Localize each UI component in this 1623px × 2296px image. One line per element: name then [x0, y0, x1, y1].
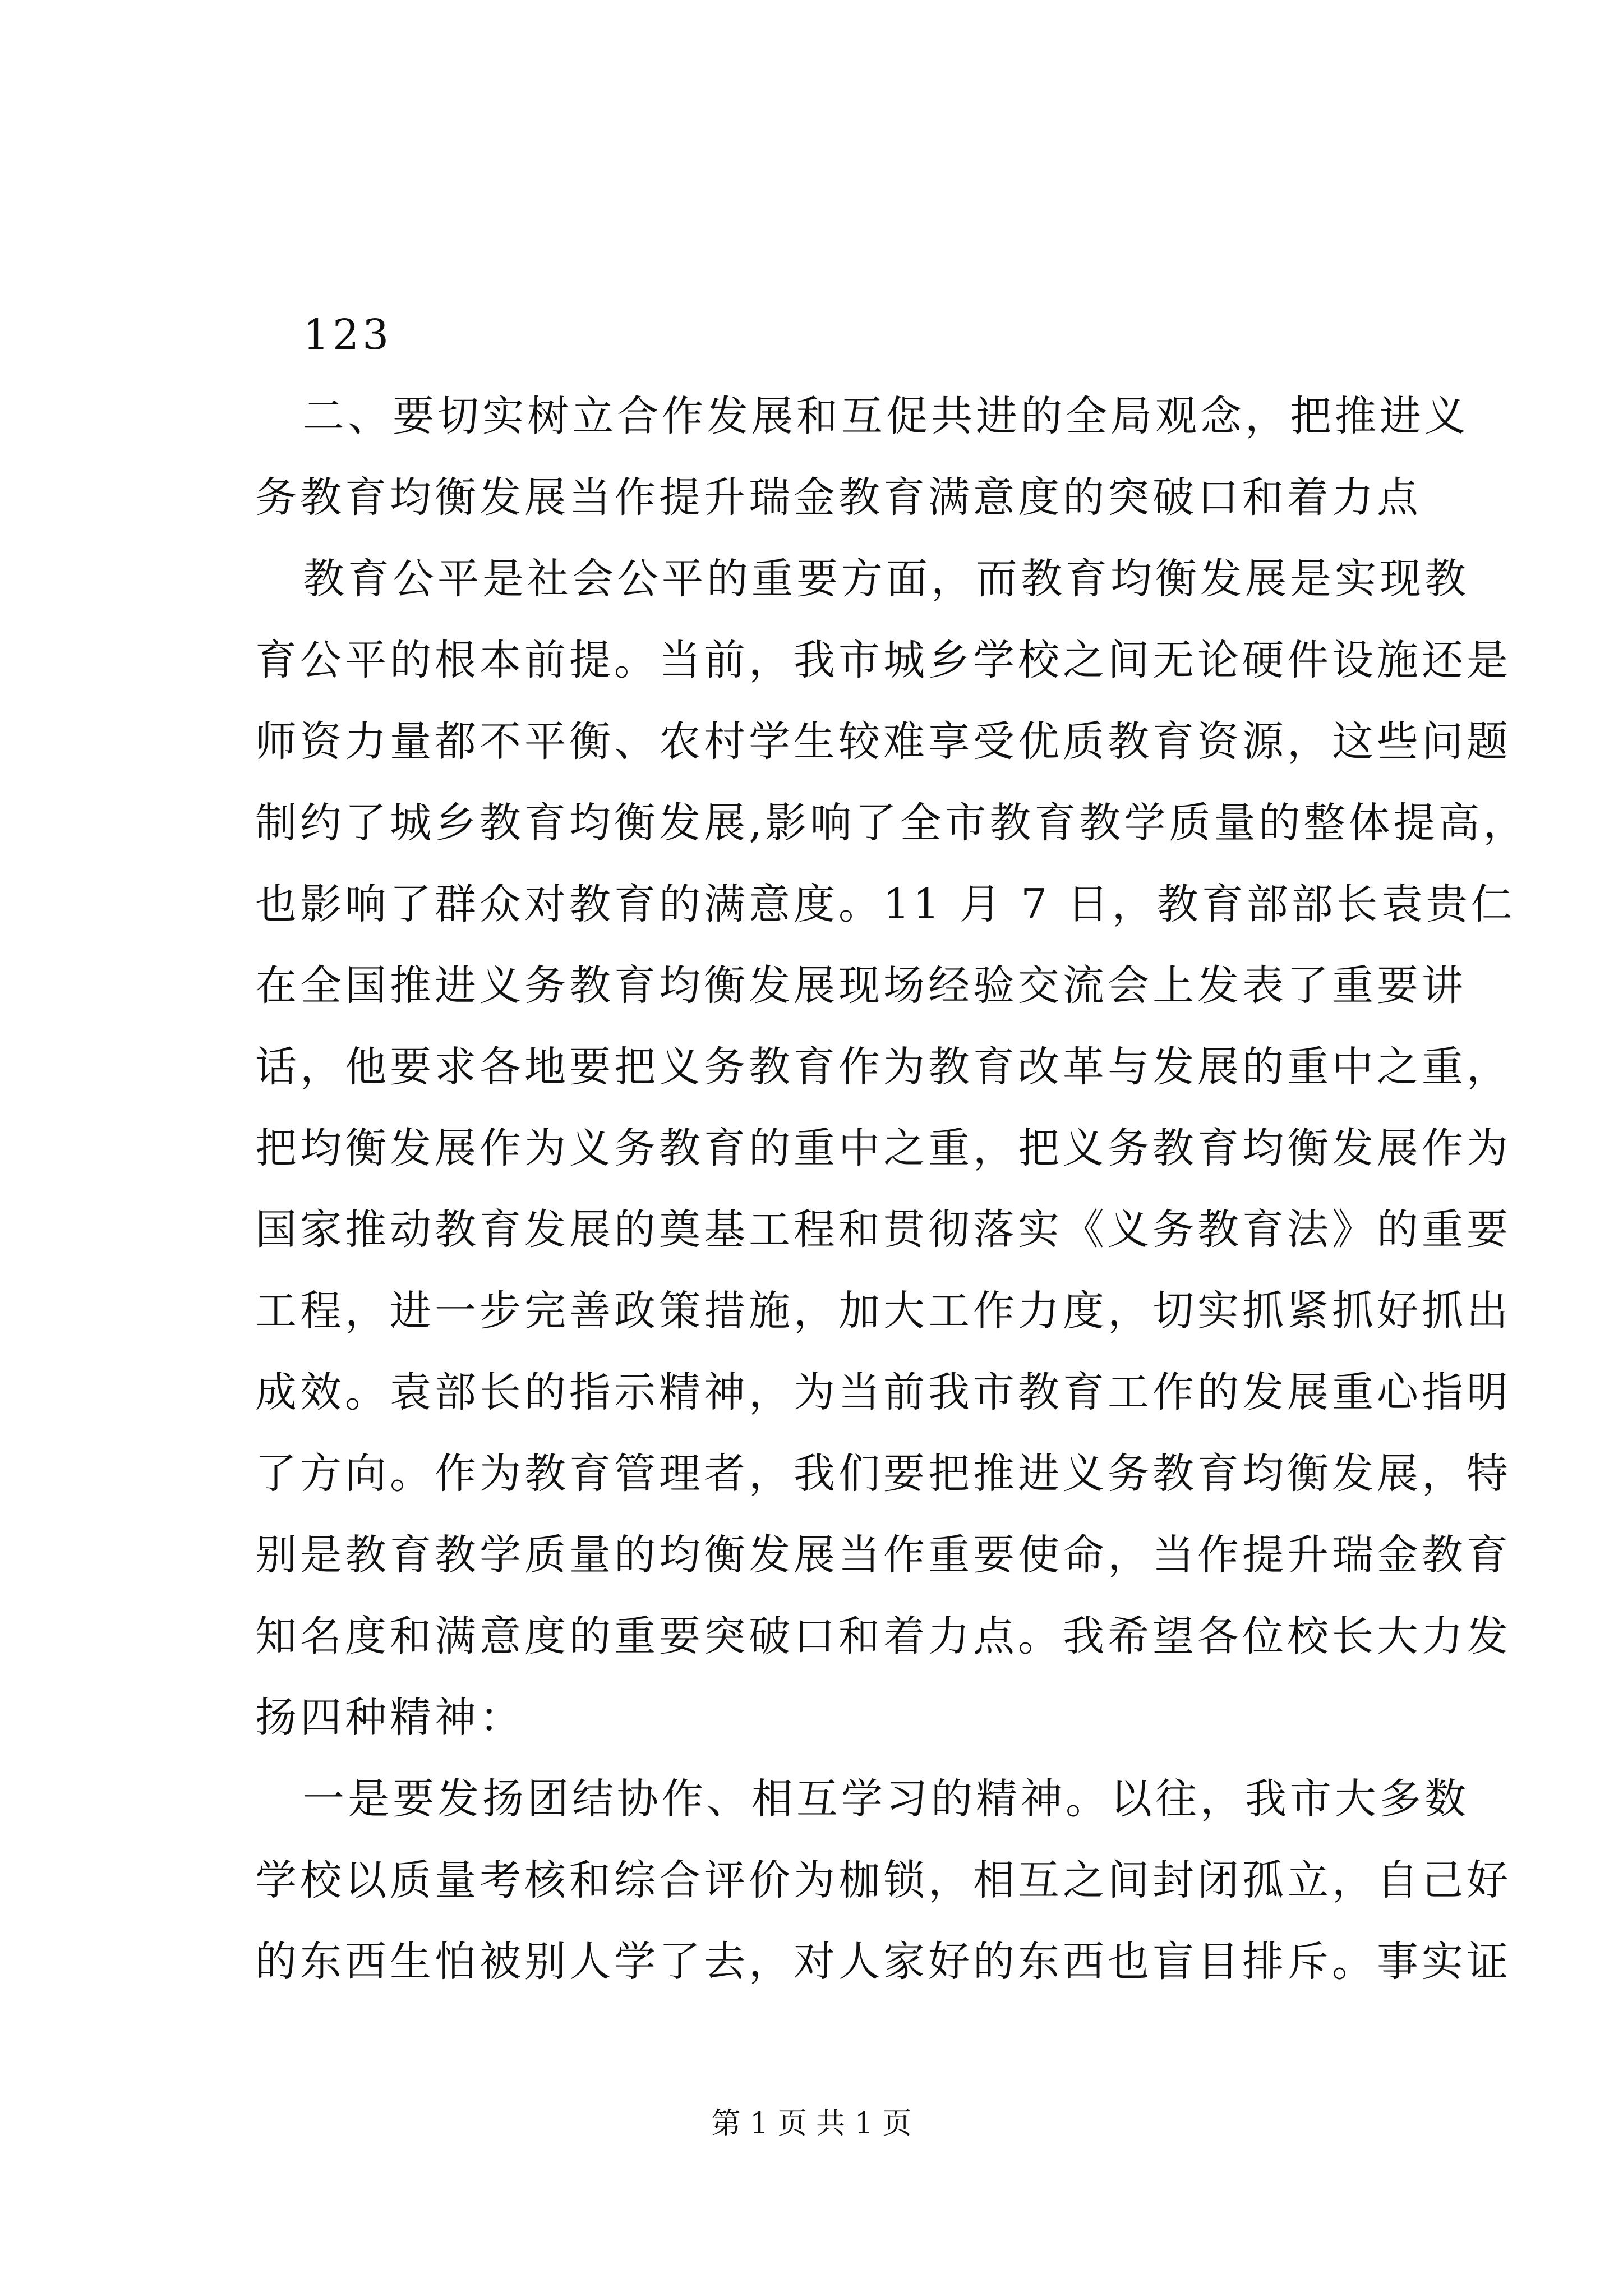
paragraph-2-line-1: 一是要发扬团结协作、相互学习的精神。以往，我市大多数 — [303, 1775, 1469, 1823]
section-heading-line-2: 务教育均衡发展当作提升瑞金教育满意度的突破口和着力点 — [255, 473, 1422, 522]
paragraph-1-line-11: 成效。袁部长的指示精神，为当前我市教育工作的发展重心指明 — [255, 1368, 1511, 1416]
paragraph-1-line-8: 把均衡发展作为义务教育的重中之重，把义务教育均衡发展作为 — [255, 1124, 1511, 1172]
paragraph-1-line-3: 师资力量都不平衡、农村学生较难享受优质教育资源，这些问题 — [255, 717, 1511, 766]
section-heading-line-1: 二、要切实树立合作发展和互促共进的全局观念，把推进义 — [303, 392, 1469, 440]
paragraph-1-line-14: 知名度和满意度的重要突破口和着力点。我希望各位校长大力发 — [255, 1612, 1511, 1660]
page-number-top: 123 — [303, 311, 393, 359]
paragraph-1-line-4: 制约了城乡教育均衡发展,影响了全市教育教学质量的整体提高， — [255, 799, 1528, 847]
paragraph-1-line-1: 教育公平是社会公平的重要方面，而教育均衡发展是实现教 — [303, 555, 1469, 603]
paragraph-1-line-13: 别是教育教学质量的均衡发展当作重要使命，当作提升瑞金教育 — [255, 1531, 1511, 1579]
paragraph-1-line-9: 国家推动教育发展的奠基工程和贯彻落实《义务教育法》的重要 — [255, 1205, 1511, 1254]
paragraph-1-line-7: 话，他要求各地要把义务教育作为教育改革与发展的重中之重， — [255, 1043, 1511, 1091]
paragraph-1-line-15: 扬四种精神： — [255, 1694, 524, 1742]
paragraph-1-line-5: 也影响了群众对教育的满意度。11 月 7 日，教育部部长袁贵仁 — [255, 880, 1516, 928]
paragraph-2-line-2: 学校以质量考核和综合评价为枷锁，相互之间封闭孤立，自己好 — [255, 1856, 1511, 1904]
paragraph-1-line-10: 工程，进一步完善政策措施，加大工作力度，切实抓紧抓好抓出 — [255, 1287, 1511, 1335]
paragraph-1-line-2: 育公平的根本前提。当前，我市城乡学校之间无论硬件设施还是 — [255, 636, 1511, 684]
paragraph-2-line-3: 的东西生怕被别人学了去，对人家好的东西也盲目排斥。事实证 — [255, 1938, 1511, 1986]
paragraph-1-line-12: 了方向。作为教育管理者，我们要把推进义务教育均衡发展，特 — [255, 1450, 1511, 1498]
paragraph-1-line-6: 在全国推进义务教育均衡发展现场经验交流会上发表了重要讲 — [255, 961, 1467, 1010]
page-footer: 第 1 页 共 1 页 — [711, 2107, 912, 2141]
